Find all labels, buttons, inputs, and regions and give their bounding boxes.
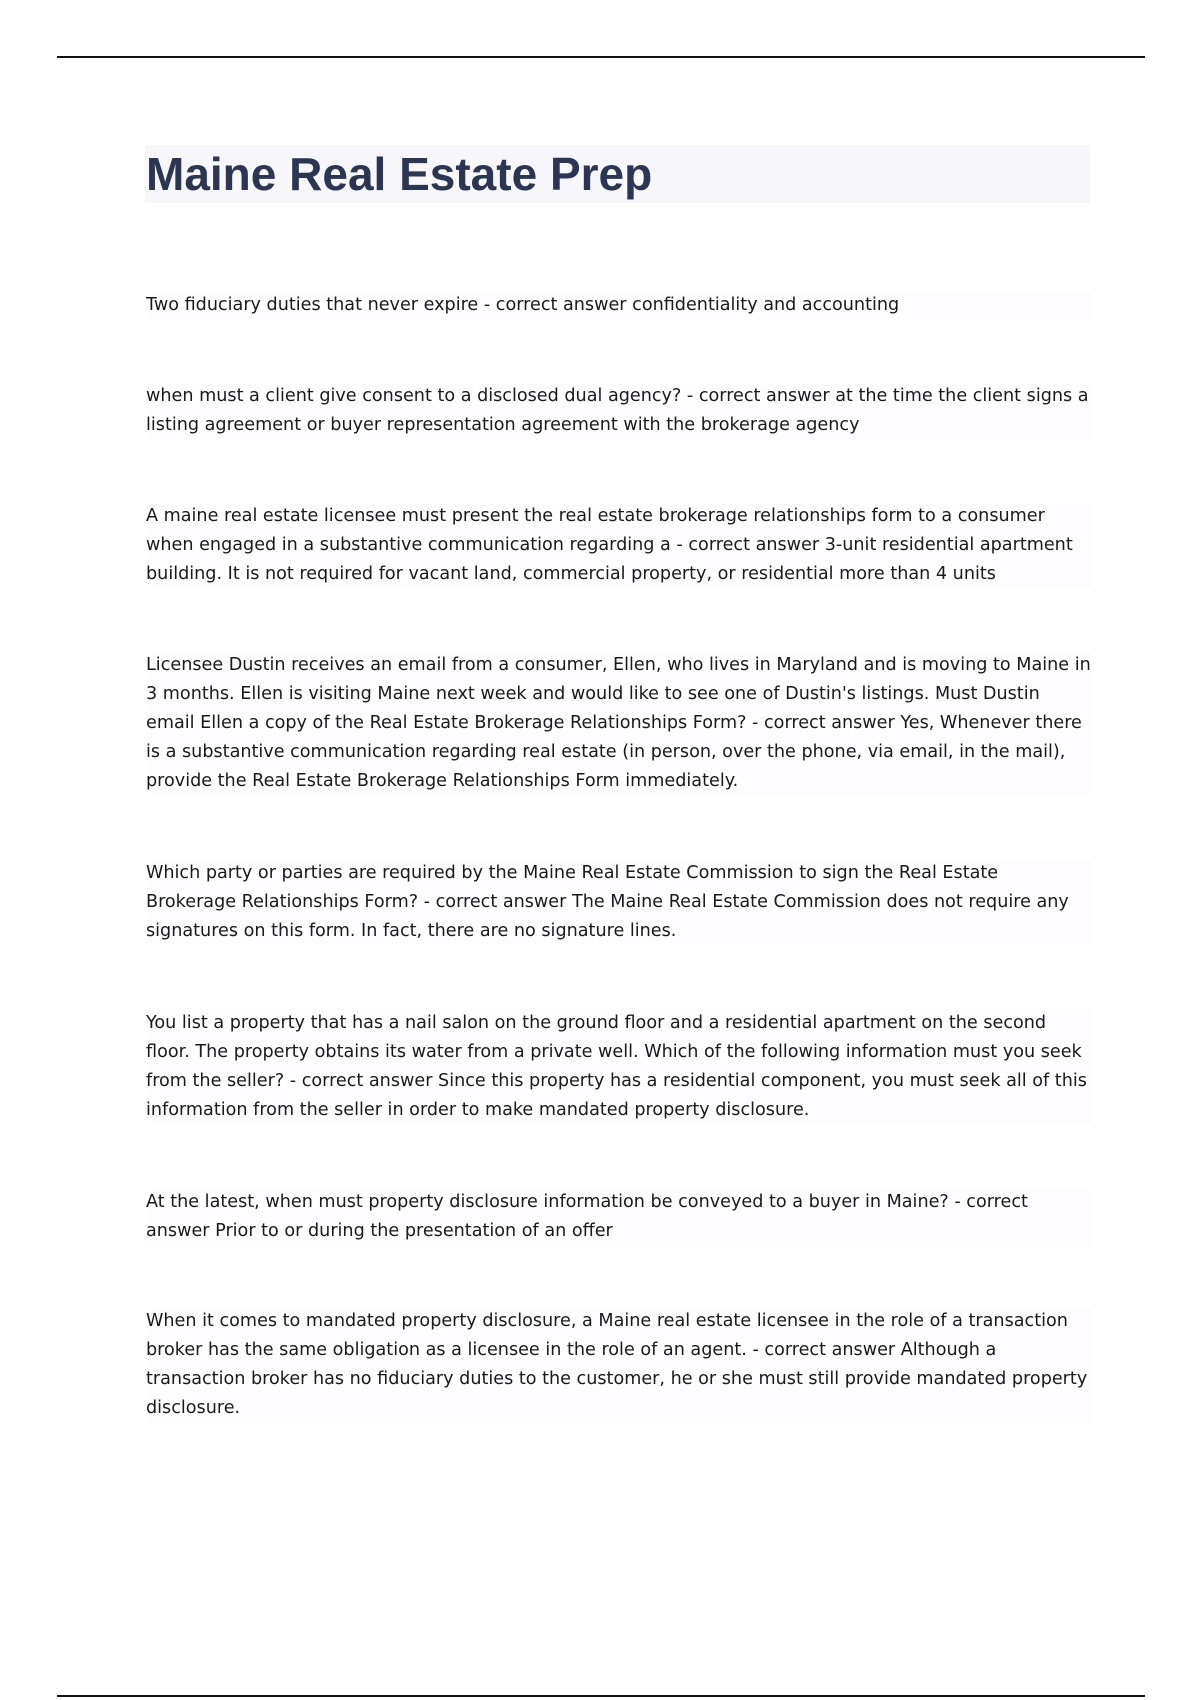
answer-text: Yes, Whenever there is a substantive communication regarding real estate (in person, over the phone, via email, in the mail), provide the Real Estate Brokerage Relationships Form immediately. (146, 713, 1082, 791)
answer-text: Prior to or during the presentation of an offer (215, 1221, 613, 1241)
answer-text: The Maine Real Estate Commission does not require any signatures on this form. In fact, there are no signature lines. (146, 892, 1069, 941)
question-text: Which party or parties are required by the Maine Real Estate Commission to sign the Real Estate Brokerage Relationships Form? (146, 863, 999, 912)
question-text: Two fiduciary duties that never expire (146, 295, 479, 315)
qa-item-6 (146, 1009, 1091, 1125)
answer-text: Since this property has a residential component, you must seek all of this information from the seller in order to make mandated property disclosure. (146, 1071, 1087, 1120)
qa-item-1 (146, 291, 1091, 320)
question-text: You list a property that has a nail salon on the ground floor and a residential apartment on the second floor. The property obtains its water from a private well. Which of the following information must you seek from the seller? (146, 1013, 1082, 1091)
answer-separator: - correct answer (146, 1192, 1028, 1241)
answer-text: 3-unit residential apartment building. It is not required for vacant land, commercial property, or residential more than 4 units (146, 535, 1073, 584)
answer-separator: - correct answer (670, 535, 825, 555)
qa-item-7 (146, 1188, 1091, 1246)
answer-text: Although a transaction broker has no fiduciary duties to the customer, he or she must still provide mandated property disclosure. (146, 1340, 1088, 1418)
bottom-rule (57, 1695, 1145, 1697)
question-text: When it comes to mandated property disclosure, a Maine real estate licensee in the role of a transaction broker has the same obligation as a licensee in the role of an agent. (146, 1311, 1068, 1360)
question-text: Licensee Dustin receives an email from a consumer, Ellen, who lives in Maryland and is moving to Maine in 3 months. Ellen is visiting Maine next week and would like to see one of Dustin's listings. Must Dustin email Ellen a copy of the Real Estate Brokerage Relationships Form? (146, 655, 1091, 733)
answer-separator: - correct answer (284, 1071, 439, 1091)
answer-separator: - correct answer (681, 386, 836, 406)
question-text: when must a client give consent to a disclosed dual agency? (146, 386, 682, 406)
page-title: Maine Real Estate Prep (146, 148, 653, 200)
answer-separator: - correct answer (746, 1340, 901, 1360)
question-text: A maine real estate licensee must present the real estate brokerage relationships form to a consumer when engaged in a substantive communication regarding a (146, 506, 1045, 555)
answer-separator: - correct answer (418, 892, 572, 912)
answer-text: at the time the client signs a listing agreement or buyer representation agreement with the brokerage agency (146, 386, 1089, 435)
answer-text: confidentiality and accounting (632, 295, 900, 315)
answer-separator: - correct answer (746, 713, 901, 733)
answer-separator: - correct answer (478, 295, 633, 315)
qa-item-4 (146, 651, 1091, 796)
question-text: At the latest, when must property disclosure information be conveyed to a buyer in Maine? (146, 1192, 949, 1212)
qa-item-3 (146, 502, 1091, 589)
qa-item-2 (146, 382, 1091, 440)
qa-item-5 (146, 859, 1091, 946)
top-rule (57, 56, 1145, 58)
qa-item-8 (146, 1307, 1091, 1423)
